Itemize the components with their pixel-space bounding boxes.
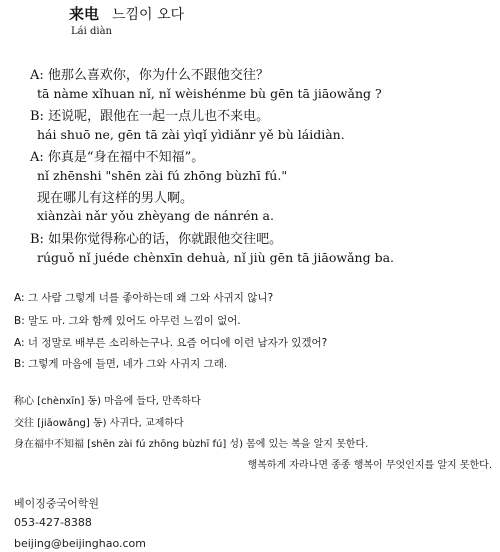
dialogue-line-4: [37, 187, 193, 206]
dialogue-line-1: [30, 64, 269, 83]
dialogue-chinese: 他那么喜欢你，你为什么不跟他交往？: [47, 68, 269, 83]
dialogue-line-5: [30, 228, 282, 247]
dialogue-pinyin: hái shuō ne, gēn tā zài yìqǐ yìdiǎnr yě bù láidiàn.: [37, 127, 345, 142]
dialogue-pinyin: tā nàme xǐhuan nǐ, nǐ wèishénme bù gēn tā jiāowǎng ?: [37, 86, 382, 101]
email-address: beijing@beijinghao.com: [14, 537, 146, 550]
dialogue-pinyin: nǐ zhēnshi "shēn zài fú zhōng bùzhī fú.": [37, 168, 288, 183]
glossary-note: 행복하게 자라나면 종종 행복이 무엇인지를 알지 못한다.: [247, 460, 492, 471]
dialogue-chinese: 现在哪儿有这样的男人啊。: [37, 191, 194, 206]
glossary-entry: 交往 [jiāowǎng] 동) 사귀다, 교제하다: [14, 418, 184, 429]
dialogue-pinyin: rúguǒ nǐ juéde chènxīn dehuà, nǐ jiù gēn tā jiāowǎng ba.: [37, 250, 395, 265]
speaker-label: A:: [30, 68, 44, 83]
dialogue-line-3: [30, 146, 204, 165]
dialogue-line-2: [30, 105, 269, 124]
korean-line: A: 그 사람 그렇게 너를 좋아하는데 왜 그와 사귀지 않니?: [14, 292, 274, 304]
speaker-label: B:: [30, 109, 44, 124]
speaker-label: B:: [30, 232, 44, 247]
korean-line: B: 그렇게 마음에 들면, 네가 그와 사귀지 그래.: [14, 358, 228, 370]
dialogue-pinyin: xiànzài nǎr yǒu zhèyang de nánrén a.: [37, 208, 274, 223]
title-korean: 느낌이 오다: [112, 7, 185, 23]
speaker-label: A:: [30, 150, 44, 165]
dialogue-chinese: 还说呢，跟他在一起一点儿也不来电。: [48, 109, 270, 124]
korean-line: A: 너 정말로 배부른 소리하는구나. 요즘 어디에 이런 남자가 있겠어?: [14, 337, 328, 349]
glossary-entry: 身在福中不知福 [shēn zài fú zhōng bùzhī fú] 성) 몸에 있는 복을 알지 못한다.: [14, 439, 369, 450]
korean-line: B: 말도 마. 그와 함께 있어도 아무런 느낌이 없어.: [14, 315, 241, 327]
title-chinese: 来电: [69, 5, 100, 23]
glossary-entry: 称心 [chènxīn] 동) 마음에 들다, 만족하다: [14, 396, 201, 407]
dialogue-chinese: 如果你觉得称心的话，你就跟他交往吧。: [48, 232, 283, 247]
school-name: 베이징중국어학원: [14, 497, 100, 510]
title-pinyin: Lái diàn: [71, 26, 112, 37]
phone-number: 053-427-8388: [14, 516, 92, 529]
dialogue-chinese: 你真是“身在福中不知福”。: [47, 150, 205, 165]
